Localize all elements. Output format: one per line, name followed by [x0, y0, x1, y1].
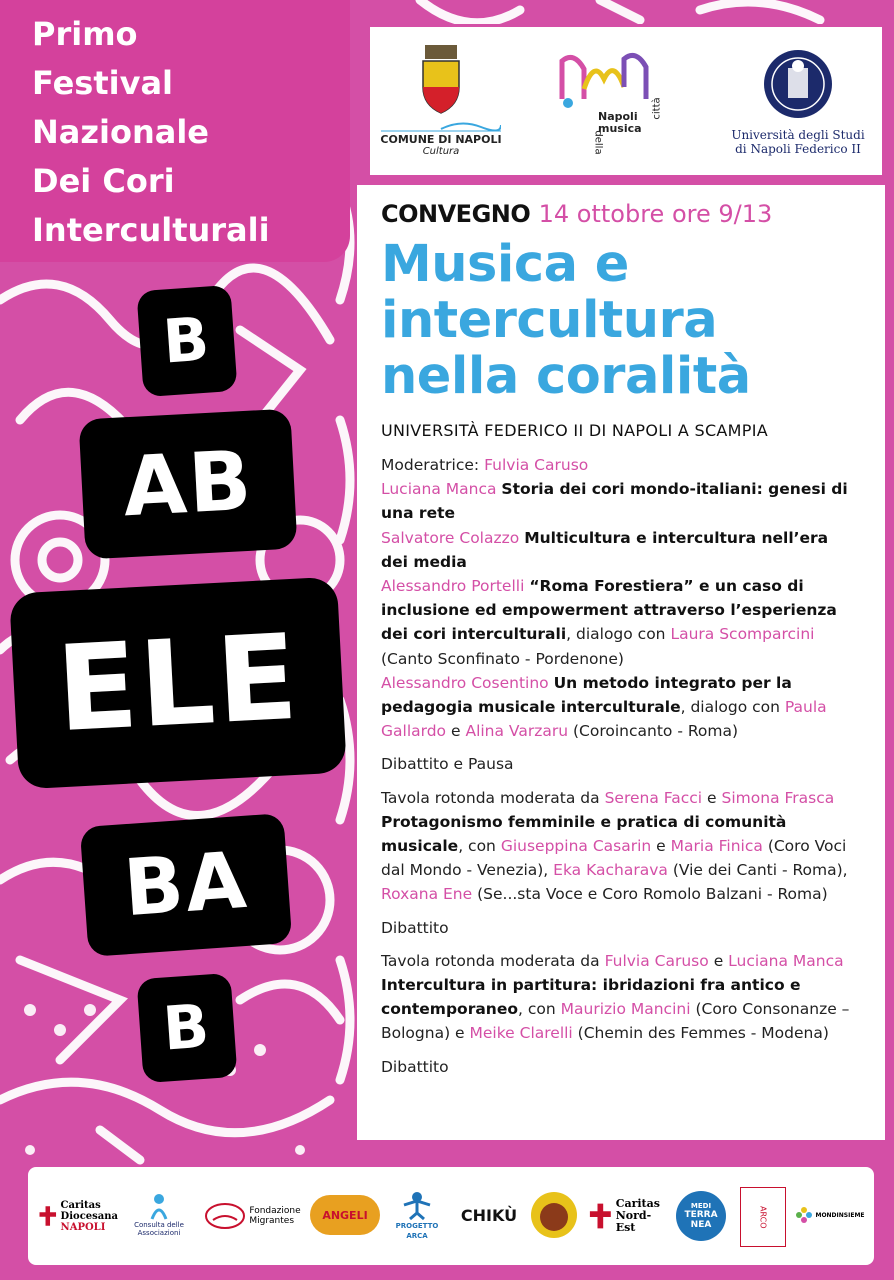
- chiku-name: CHIKÙ: [460, 1205, 518, 1225]
- moderator-name: Fulvia Caruso: [604, 951, 709, 970]
- music-notes-icon: [554, 49, 664, 109]
- participant-name: Roxana Ene: [381, 885, 473, 904]
- moderator-name: Luciana Manca: [728, 951, 844, 970]
- mondinsieme-name: MONDINSIEME: [815, 1211, 865, 1219]
- participant-name: Maria Finica: [670, 837, 763, 856]
- caritas-line: Caritas: [60, 1199, 101, 1211]
- comune-napoli-logo: [376, 35, 506, 165]
- university-logo: [720, 37, 876, 167]
- citta-musica-line: città: [651, 97, 663, 120]
- mediterranea-logo: [676, 1191, 726, 1241]
- mondinsieme-logo: [792, 1197, 868, 1233]
- participant-org: (Vie dei Canti - Roma),: [672, 861, 848, 880]
- program-item: [381, 526, 851, 574]
- babele-tile-b-bottom: B: [136, 973, 237, 1083]
- caritas-napoli-logo: [38, 1189, 118, 1243]
- break-item: Dibattito: [381, 918, 449, 937]
- festival-title-line: Nazionale: [32, 113, 209, 151]
- participant-name: Giuseppina Casarin: [500, 837, 652, 856]
- moderator-name: Fulvia Caruso: [484, 456, 589, 474]
- participant-org: (Chemin des Femmes - Modena): [577, 1024, 829, 1043]
- event-heading: [381, 200, 772, 228]
- caritas-ne-line: Caritas: [615, 1197, 660, 1210]
- moderator-name: Serena Facci: [604, 788, 703, 807]
- flower-icon: [795, 1206, 813, 1224]
- festival-title-line: Interculturali: [32, 211, 270, 249]
- round-table-title: Protagonismo femminile e pratica di comunità musicale: [381, 812, 787, 856]
- speaker-name: Alessandro Portelli: [381, 577, 525, 596]
- chiku-logo: [456, 1195, 522, 1235]
- waves-icon: [381, 119, 501, 133]
- conjunction: e: [713, 951, 724, 970]
- program-item: [381, 949, 851, 1046]
- figure-icon: [149, 1193, 169, 1221]
- festival-title-line: Festival: [32, 64, 173, 102]
- break-item: Dibattito: [381, 1057, 449, 1076]
- consulta-logo: [124, 1185, 194, 1245]
- program-item: [381, 786, 851, 907]
- participant-name: Meike Clarelli: [469, 1024, 573, 1043]
- talk-title: “Roma Forestiera” e un caso di inclusione ed empowerment attraverso l’esperienza dei cori interculturali: [381, 577, 837, 644]
- angeli-logo: [310, 1195, 380, 1235]
- university-seal-icon: [762, 48, 834, 120]
- progetto-arca-name: PROGETTO ARCA: [395, 1222, 439, 1240]
- guest-name: Paula Gallardo: [381, 698, 827, 741]
- guest-org: (Coroincanto - Roma): [572, 722, 739, 741]
- participant-org: (Coro Consonanze – Bologna) e: [381, 1000, 850, 1043]
- moderator-label: Moderatrice:: [381, 456, 480, 474]
- venue: UNIVERSITÀ FEDERICO II DI NAPOLI A SCAMPIA: [381, 421, 768, 440]
- conjunction: e: [707, 788, 717, 807]
- round-table-intro: Tavola rotonda moderata da: [381, 951, 600, 970]
- caritas-line: Diocesana: [60, 1210, 118, 1222]
- participant-name: Eka Kacharava: [553, 861, 668, 880]
- moderator-name: Simona Frasca: [721, 788, 835, 807]
- festival-title-line: Dei Cori: [32, 162, 175, 200]
- top-logos-panel: [367, 24, 885, 178]
- festival-title: [32, 10, 270, 255]
- migrantes-logo: [204, 1189, 302, 1243]
- arco-logo: [740, 1187, 786, 1247]
- citta-musica-line: Napoli: [598, 110, 638, 123]
- conference-title-line: nella coralità: [381, 347, 751, 406]
- with-label: , con: [458, 837, 496, 856]
- speaker-name: Luciana Manca: [381, 480, 497, 499]
- migrantes-line: Fondazione: [249, 1206, 301, 1216]
- medi-line: NEA: [690, 1220, 712, 1230]
- program-item: [381, 574, 851, 671]
- speaker-name: Salvatore Colazzo: [381, 528, 520, 547]
- talk-title: Storia dei cori mondo-italiani: genesi di una rete: [381, 480, 848, 523]
- event-type-label: CONVEGNO: [381, 200, 531, 228]
- participant-org: (Coro Voci dal Mondo - Venezia),: [381, 837, 847, 880]
- program-item: [381, 453, 851, 477]
- festival-title-box: [0, 0, 350, 262]
- with-label: , con: [518, 1000, 556, 1019]
- speaker-name: Alessandro Cosentino: [381, 673, 549, 692]
- circle-logo: [530, 1191, 578, 1239]
- conference-title: [381, 237, 751, 405]
- citta-musica-line: della: [592, 130, 604, 155]
- guest-name: Laura Scomparcini: [670, 625, 815, 644]
- talk-title: Multicultura e intercultura nell’era dei media: [381, 528, 829, 571]
- conference-title-line: Musica e: [381, 235, 629, 294]
- comune-name: COMUNE DI NAPOLI: [380, 133, 502, 146]
- caritas-nordest-logo: [588, 1189, 668, 1243]
- caritas-ne-line: Nord-Est: [615, 1209, 652, 1234]
- festival-title-line: Primo: [32, 15, 138, 53]
- break-item: Dibattito e Pausa: [381, 755, 514, 774]
- participant-name: Maurizio Mancini: [560, 1000, 691, 1019]
- face-icon: [530, 1191, 578, 1239]
- person-icon: [402, 1191, 432, 1221]
- citta-musica-logo: [554, 41, 674, 161]
- talk-title: Un metodo integrato per la pedagogia musicale interculturale: [381, 673, 792, 717]
- angeli-name: ANGELI: [322, 1208, 368, 1222]
- babele-tile-ba: BA: [80, 813, 293, 957]
- program-item: [381, 477, 851, 525]
- babele-tile-b-top: B: [136, 285, 237, 397]
- medi-line: MEDI: [690, 1202, 712, 1210]
- sponsor-bar: [26, 1165, 876, 1267]
- comune-subtitle: Cultura: [422, 146, 460, 157]
- caritas-cross-icon: [38, 1201, 58, 1231]
- caritas-cross-icon: [588, 1201, 613, 1231]
- napoli-crest-icon: [419, 43, 463, 115]
- program: [381, 453, 851, 1079]
- babele-tile-ele: ELE: [9, 577, 347, 790]
- guest-name: Alina Varzaru: [465, 722, 569, 741]
- round-table-title: Intercultura in partitura: ibridazioni fra antico e contemporaneo: [381, 976, 801, 1019]
- round-table-intro: Tavola rotonda moderata da: [381, 788, 600, 807]
- dialog-label: , dialogo con: [680, 698, 780, 717]
- participant-org: (Se...sta Voce e Coro Romolo Balzani - Roma): [477, 885, 828, 904]
- dialog-label: , dialogo con: [566, 625, 666, 644]
- caritas-line: NAPOLI: [60, 1221, 106, 1233]
- arco-name: ARCO: [758, 1205, 768, 1229]
- guest-org: (Canto Sconfinato - Pordenone): [381, 649, 624, 668]
- medi-line: TERRA: [684, 1210, 718, 1220]
- progetto-arca-logo: [384, 1187, 450, 1245]
- boat-icon: [205, 1202, 245, 1230]
- event-date: 14 ottobre ore 9/13: [538, 200, 773, 228]
- migrantes-line: Migrantes: [249, 1216, 295, 1226]
- university-name-line2: di Napoli Federico II: [735, 142, 861, 156]
- consulta-name: Consulta delle Associazioni: [134, 1221, 184, 1237]
- conjunction: e: [656, 837, 666, 856]
- conference-title-line: intercultura: [381, 291, 718, 350]
- university-name-line1: Università degli Studi: [731, 128, 865, 142]
- babele-tile-ab: AB: [78, 409, 297, 560]
- citta-musica-line: musica: [598, 122, 642, 135]
- program-item: [381, 671, 851, 744]
- conjunction: e: [450, 722, 461, 741]
